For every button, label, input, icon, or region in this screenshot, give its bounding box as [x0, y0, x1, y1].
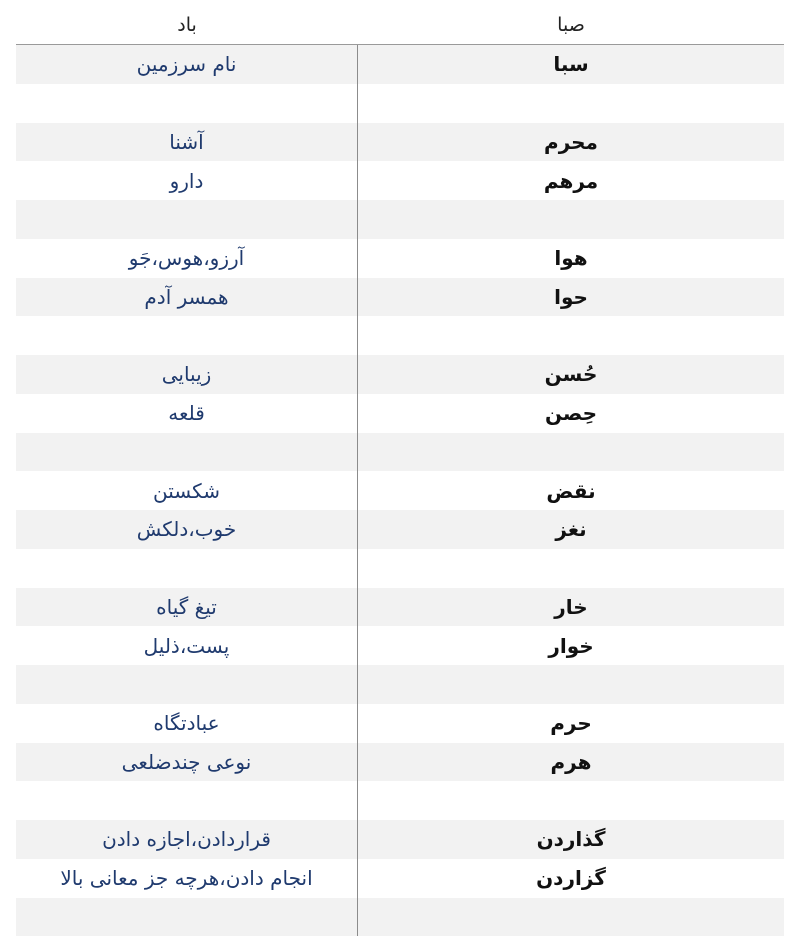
- word-cell: [358, 200, 784, 239]
- table-row: [16, 588, 784, 627]
- word-cell: نغز: [358, 510, 784, 549]
- table-row: [16, 626, 784, 665]
- table-row: [16, 161, 784, 200]
- table-header: [16, 6, 784, 45]
- word-cell: حرم: [358, 704, 784, 743]
- word-cell: [358, 665, 784, 704]
- meaning-cell: شکستن: [16, 471, 358, 510]
- word-cell: [358, 781, 784, 820]
- meaning-cell: عبادتگاه: [16, 704, 358, 743]
- word-cell: مرهم: [358, 161, 784, 200]
- meaning-cell: [16, 665, 358, 704]
- table-row: [16, 859, 784, 898]
- word-cell: [358, 84, 784, 123]
- table-row: [16, 239, 784, 278]
- meaning-cell: پست،ذلیل: [16, 626, 358, 665]
- header-word: صبا: [358, 6, 784, 44]
- meaning-cell: [16, 316, 358, 355]
- meaning-cell: زیبایی: [16, 355, 358, 394]
- table-row: [16, 898, 784, 936]
- word-cell: گذاردن: [358, 820, 784, 859]
- meaning-cell: انجام دادن،هرچه جز معانی بالا: [16, 859, 358, 898]
- meaning-cell: [16, 433, 358, 472]
- meaning-cell: [16, 549, 358, 588]
- word-cell: [358, 433, 784, 472]
- word-cell: حُسن: [358, 355, 784, 394]
- table-row: [16, 820, 784, 859]
- word-cell: [358, 898, 784, 936]
- meaning-cell: خوب،دلکش: [16, 510, 358, 549]
- header-meaning: باد: [16, 6, 358, 44]
- table-row: [16, 471, 784, 510]
- word-cell: [358, 549, 784, 588]
- table-row: [16, 316, 784, 355]
- meaning-cell: [16, 781, 358, 820]
- table-row: [16, 278, 784, 317]
- meaning-cell: [16, 898, 358, 936]
- table-row: [16, 665, 784, 704]
- table-row: [16, 433, 784, 472]
- meaning-cell: قلعه: [16, 394, 358, 433]
- word-cell: خار: [358, 588, 784, 627]
- table-row: [16, 123, 784, 162]
- word-cell: سبا: [358, 45, 784, 84]
- table-row: [16, 355, 784, 394]
- meaning-cell: [16, 84, 358, 123]
- word-cell: هوا: [358, 239, 784, 278]
- word-cell: [358, 316, 784, 355]
- table-body: [16, 45, 784, 936]
- meaning-cell: نام سرزمین: [16, 45, 358, 84]
- table-row: [16, 45, 784, 84]
- table-row: [16, 200, 784, 239]
- meaning-cell: قراردادن،اجازه دادن: [16, 820, 358, 859]
- table-row: [16, 549, 784, 588]
- meaning-cell: [16, 200, 358, 239]
- word-cell: گزاردن: [358, 859, 784, 898]
- homophones-table: [16, 6, 784, 936]
- meaning-cell: دارو: [16, 161, 358, 200]
- meaning-cell: تیغ گیاه: [16, 588, 358, 627]
- word-cell: حوا: [358, 278, 784, 317]
- meaning-cell: آشنا: [16, 123, 358, 162]
- word-cell: حِصن: [358, 394, 784, 433]
- table-row: [16, 510, 784, 549]
- word-cell: نقض: [358, 471, 784, 510]
- word-cell: خوار: [358, 626, 784, 665]
- table-row: [16, 84, 784, 123]
- meaning-cell: آرزو،هوس،جَو: [16, 239, 358, 278]
- word-cell: محرم: [358, 123, 784, 162]
- table-row: [16, 781, 784, 820]
- meaning-cell: نوعی چندضلعی: [16, 743, 358, 782]
- word-cell: هرم: [358, 743, 784, 782]
- meaning-cell: همسر آدم: [16, 278, 358, 317]
- table-row: [16, 394, 784, 433]
- table-row: [16, 704, 784, 743]
- table-row: [16, 743, 784, 782]
